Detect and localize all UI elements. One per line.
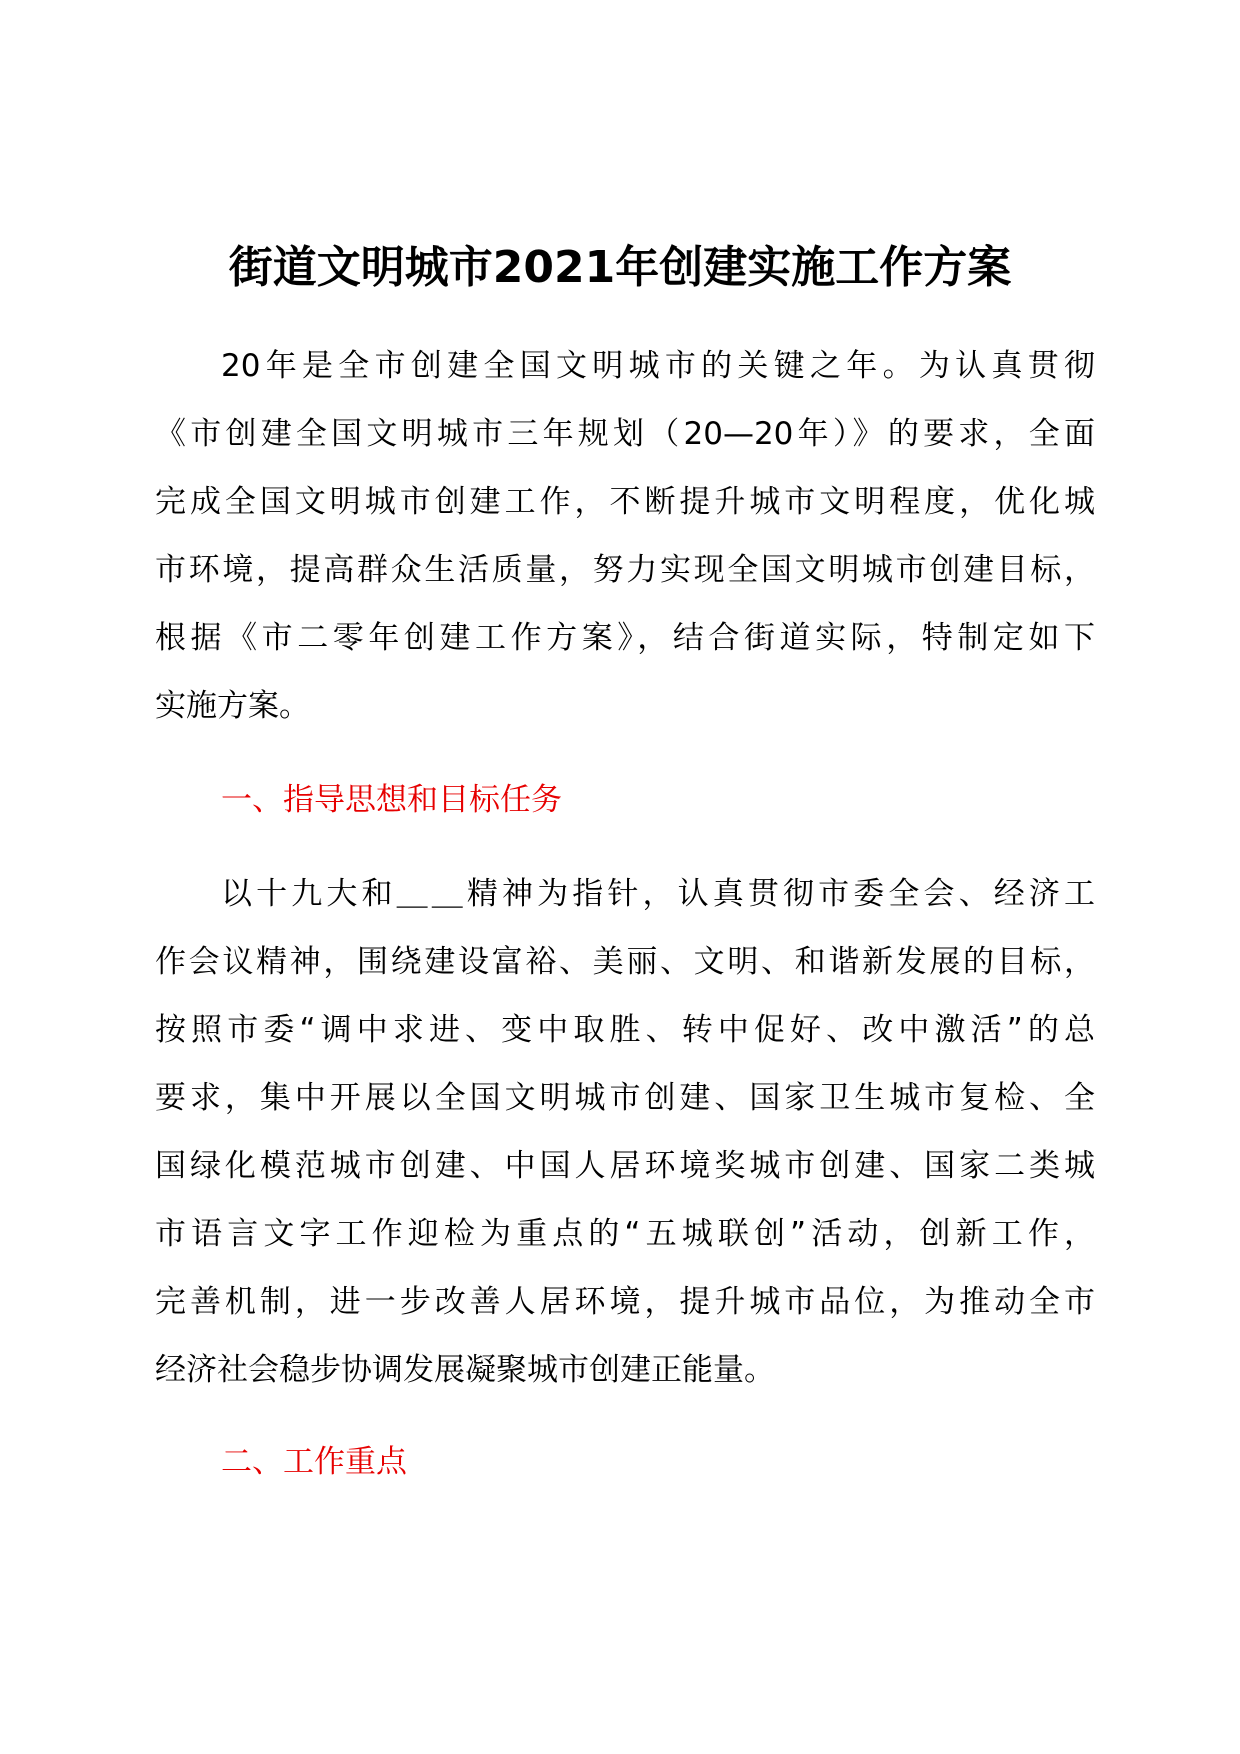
paragraph-line: 经济社会稳步协调发展凝聚城市创建正能量。 [155,1352,775,1388]
paragraph-line: 根据《市二零年创建工作方案》，结合街道实际，特制定如下 [155,620,1095,656]
paragraph-line: 《市创建全国文明城市三年规划（20—20年）》的要求，全面 [155,416,1095,452]
paragraph-line: 市语言文字工作迎检为重点的“五城联创”活动，创新工作， [155,1216,1095,1252]
paragraph-line: 20年是全市创建全国文明城市的关键之年。为认真贯彻 [221,348,1095,384]
paragraph-line: 完成全国文明城市创建工作，不断提升城市文明程度，优化城 [155,484,1095,520]
paragraph-line: 按照市委“调中求进、变中取胜、转中促好、改中激活”的总 [155,1012,1095,1048]
section-heading-work-focus: 二、工作重点 [221,1444,407,1480]
document-title: 街道文明城市2021年创建实施工作方案 [228,242,1012,293]
paragraph-line: 市环境，提高群众生活质量，努力实现全国文明城市创建目标， [155,552,1095,588]
paragraph-line: 完善机制，进一步改善人居环境，提升城市品位，为推动全市 [155,1284,1095,1320]
paragraph-line: 要求，集中开展以全国文明城市创建、国家卫生城市复检、全 [155,1080,1095,1116]
intro-paragraph [155,332,1095,740]
paragraph-line: 国绿化模范城市创建、中国人居环境奖城市创建、国家二类城 [155,1148,1095,1184]
section-heading-guiding-ideology: 一、指导思想和目标任务 [221,782,562,818]
paragraph-line: 实施方案。 [155,688,310,724]
paragraph-line: 以十九大和＿＿精神为指针，认真贯彻市委全会、经济工 [221,876,1095,912]
paragraph-line: 作会议精神，围绕建设富裕、美丽、文明、和谐新发展的目标， [155,944,1095,980]
guiding-ideology-paragraph [155,860,1095,1404]
